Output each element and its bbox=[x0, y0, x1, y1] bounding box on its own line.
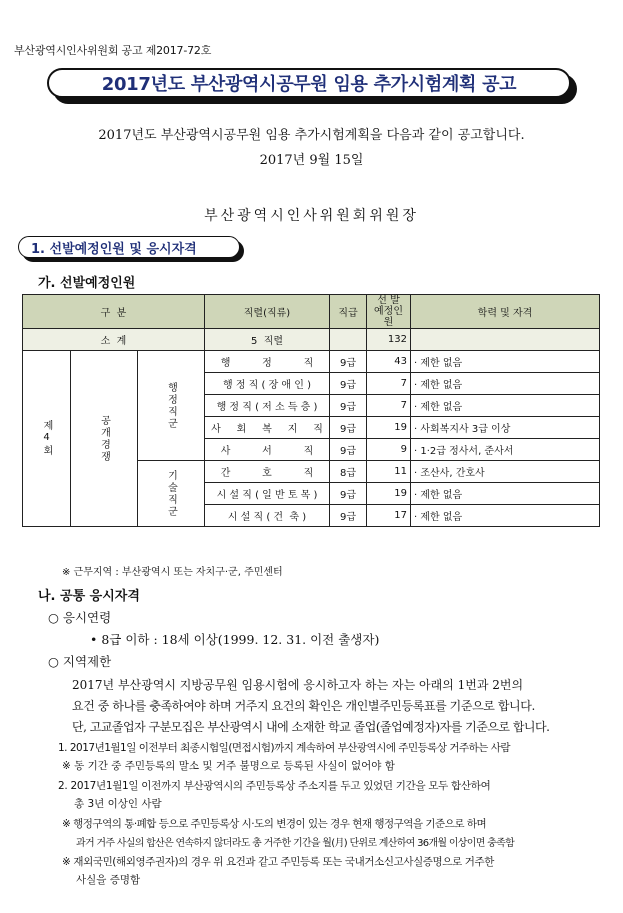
round-label: 제4회 bbox=[23, 351, 71, 527]
job-qualification: · 제한 없음 bbox=[411, 351, 600, 373]
job-name: 사 서 직 bbox=[205, 439, 330, 461]
job-name: 간 호 직 bbox=[205, 461, 330, 483]
job-count: 7 bbox=[367, 395, 411, 417]
job-count: 19 bbox=[367, 483, 411, 505]
age-detail: • 8급 이하 : 18세 이상(1999. 12. 31. 이전 출생자) bbox=[90, 632, 380, 647]
job-grade: 9급 bbox=[330, 373, 367, 395]
job-qualification: · 제한 없음 bbox=[411, 395, 600, 417]
notice-number: 부산광역시인사위원회 공고 제2017-72호 bbox=[14, 44, 212, 57]
region-heading bbox=[48, 652, 111, 670]
total-label: 소 계 bbox=[23, 329, 205, 351]
title-banner bbox=[47, 68, 577, 104]
workplace-footnote: ※ 근무지역 : 부산광역시 또는 자치구·군, 주민센터 bbox=[62, 567, 283, 578]
job-count: 11 bbox=[367, 461, 411, 483]
table-row bbox=[23, 351, 600, 373]
job-count: 43 bbox=[367, 351, 411, 373]
group-admin-label: 행정직군 bbox=[138, 351, 205, 461]
subsection-a-title: 가. 선발예정인원 bbox=[38, 276, 136, 291]
intro-text: 2017년도 부산광역시공무원 임용 추가시험계획을 다음과 같이 공고합니다. bbox=[98, 128, 525, 143]
header-category: 구 분 bbox=[23, 295, 205, 329]
region-para-1: 2017년 부산광역시 지방공무원 임용시험에 응시하고자 하는 자는 아래의 1번과 2번의 bbox=[72, 678, 524, 692]
total-count: 132 bbox=[367, 329, 411, 351]
job-name: 행 정 직 ( 장 애 인 ) bbox=[205, 373, 330, 395]
region-note-3b: 사실을 증명함 bbox=[76, 874, 141, 886]
region-item-2a: 2. 2017년1월1일 이전까지 부산광역시의 주민등록상 주소지를 두고 있었던 기간을 모두 합산하여 bbox=[58, 780, 491, 792]
job-qualification: · 제한 없음 bbox=[411, 505, 600, 527]
region-title: 지역제한 bbox=[62, 654, 112, 669]
age-title: 응시연령 bbox=[62, 610, 112, 625]
table-total-row bbox=[23, 329, 600, 351]
job-grade: 9급 bbox=[330, 505, 367, 527]
page-title: 2017년도 부산광역시공무원 임용 추가시험계획 공고 bbox=[101, 74, 517, 95]
region-para-3: 단, 고교졸업자 구분모집은 부산광역시 내에 소재한 학교 졸업(졸업예정자)자를 기준으로 합니다. bbox=[72, 720, 550, 734]
region-note-2b: 과거 거주 사실의 합산은 연속하지 않더라도 총 거주한 기간을 월(月) 단위로 계산하여 36개월 이상이면 충족함 bbox=[76, 838, 515, 849]
job-grade: 9급 bbox=[330, 351, 367, 373]
circle-bullet-icon: ○ bbox=[48, 610, 59, 625]
region-item-1-note: ※ 동 기간 중 주민등록의 말소 및 거주 불명으로 등록된 사실이 없어야 함 bbox=[62, 760, 395, 772]
job-count: 17 bbox=[367, 505, 411, 527]
header-grade: 직급 bbox=[330, 295, 367, 329]
job-name: 행 정 직 ( 저 소 득 층 ) bbox=[205, 395, 330, 417]
section1-title: 1. 선발예정인원 및 응시자격 bbox=[18, 236, 240, 258]
job-count: 9 bbox=[367, 439, 411, 461]
job-grade: 9급 bbox=[330, 439, 367, 461]
header-count: 선 발 예정인원 bbox=[367, 295, 411, 329]
job-grade: 9급 bbox=[330, 483, 367, 505]
region-note-2a: ※ 행정구역의 통·폐합 등으로 주민등록상 시·도의 변경이 있는 경우 현재 행정구역을 기준으로 하며 bbox=[62, 818, 487, 830]
job-count: 7 bbox=[367, 373, 411, 395]
circle-bullet-icon: ○ bbox=[48, 654, 59, 669]
job-name: 시 설 직 ( 건 축 ) bbox=[205, 505, 330, 527]
issuing-organization: 부산광역시인사위원회위원장 bbox=[204, 208, 419, 224]
job-grade: 9급 bbox=[330, 395, 367, 417]
job-name: 행 정 직 bbox=[205, 351, 330, 373]
group-tech-label: 기술직군 bbox=[138, 461, 205, 527]
job-name: 사 회 복 지 직 bbox=[205, 417, 330, 439]
job-name: 시 설 직 ( 일 반 토 목 ) bbox=[205, 483, 330, 505]
table-header-row bbox=[23, 295, 600, 329]
age-heading bbox=[48, 608, 111, 626]
job-qualification: · 제한 없음 bbox=[411, 373, 600, 395]
exam-type-label: 공개경쟁 bbox=[71, 351, 138, 527]
job-qualification: · 1·2급 정사서, 준사서 bbox=[411, 439, 600, 461]
job-grade: 8급 bbox=[330, 461, 367, 483]
job-grade: 9급 bbox=[330, 417, 367, 439]
job-qualification: · 조산사, 간호사 bbox=[411, 461, 600, 483]
notice-date: 2017년 9월 15일 bbox=[259, 153, 364, 168]
region-note-3a: ※ 재외국민(해외영주권자)의 경우 위 요건과 같고 주민등록 또는 국내거소신고사실증명으로 거주한 bbox=[62, 856, 494, 868]
total-job: 5 직렬 bbox=[205, 329, 330, 351]
job-qualification: · 제한 없음 bbox=[411, 483, 600, 505]
header-qualification: 학력 및 자격 bbox=[411, 295, 600, 329]
subsection-b-title: 나. 공통 응시자격 bbox=[38, 589, 140, 604]
region-para-2: 요건 중 하나를 충족하여야 하며 거주지 요건의 확인은 개인별주민등록표를 기준으로 합니다. bbox=[72, 699, 535, 713]
job-qualification: · 사회복지사 3급 이상 bbox=[411, 417, 600, 439]
region-item-1: 1. 2017년1월1일 이전부터 최종시험일(면접시험)까지 계속하여 부산광역시에 주민등록상 거주하는 사람 bbox=[58, 742, 511, 754]
job-count: 19 bbox=[367, 417, 411, 439]
header-job: 직렬(직류) bbox=[205, 295, 330, 329]
recruitment-table bbox=[22, 294, 600, 527]
region-item-2b: 총 3년 이상인 사람 bbox=[74, 798, 162, 810]
